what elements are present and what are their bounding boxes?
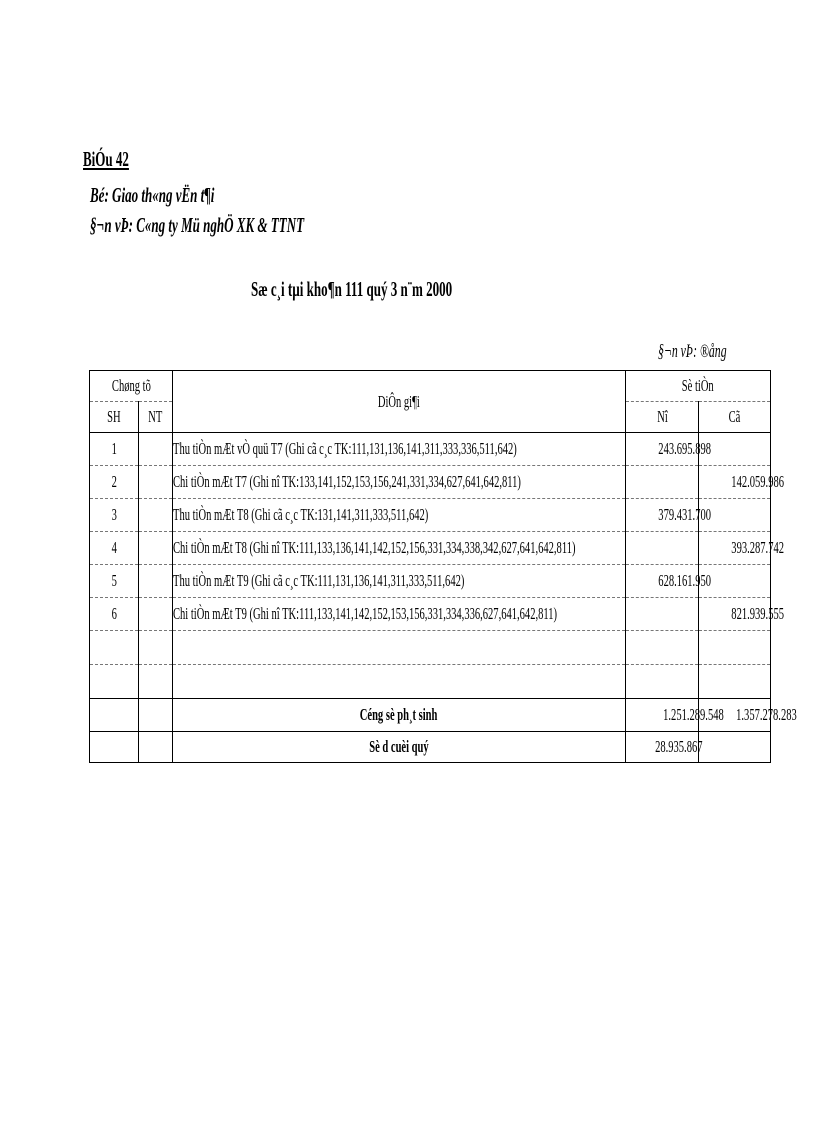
total-debit: 1.251.289.548 xyxy=(663,705,724,724)
voucher-header: Chøng tõ xyxy=(90,371,173,402)
row-sh: 3 xyxy=(111,505,117,524)
amount-header: Sè tiÒn xyxy=(626,371,771,402)
credit-header: Cã xyxy=(699,402,771,433)
table-row xyxy=(90,466,771,499)
row-sh: 6 xyxy=(111,604,117,623)
row-sh: 1 xyxy=(111,439,117,458)
row-credit: 393.287.742 xyxy=(731,538,784,557)
row-description: Chi tiÒn mÆt T8 (Ghi nî TK:111,133,136,141,142,152,156,331,334,338,342,627,641,642,811) xyxy=(173,538,576,557)
row-debit: 379.431.700 xyxy=(658,505,711,524)
blank-row xyxy=(90,631,771,665)
sh-header: SH xyxy=(90,402,139,433)
row-credit: 142.059.986 xyxy=(731,472,784,491)
closing-label: Sè d cuèi quý xyxy=(369,737,429,756)
total-credit: 1.357.278.283 xyxy=(736,705,797,724)
closing-row xyxy=(90,732,771,763)
table-row xyxy=(90,598,771,631)
nt-header: NT xyxy=(139,402,173,433)
ledger-table xyxy=(89,370,797,763)
row-debit: 628.161.950 xyxy=(658,571,711,590)
table-row xyxy=(90,499,771,532)
header-row xyxy=(90,371,771,402)
table-row xyxy=(90,565,771,598)
row-sh: 2 xyxy=(111,472,117,491)
form-label: BiÓu 42 xyxy=(83,147,129,171)
row-debit: 243.695.898 xyxy=(658,439,711,458)
row-description: Chi tiÒn mÆt T9 (Ghi nî TK:111,133,141,142,152,153,156,331,334,336,627,641,642,811) xyxy=(173,604,558,623)
row-sh: 4 xyxy=(111,538,117,557)
row-description: Thu tiÒn mÆt T8 (Ghi cã c¸c TK:131,141,311,333,511,642) xyxy=(173,505,429,524)
debit-header: Nî xyxy=(626,402,699,433)
table-row xyxy=(90,532,771,565)
description-header: DiÔn gi¶i xyxy=(173,371,626,433)
unit-line: §¬n vÞ: C«ng ty Mü nghÖ XK & TTNT xyxy=(90,213,305,237)
blank-row xyxy=(90,665,771,699)
ministry-line: Bé: Giao th«ng vËn t¶i xyxy=(90,183,215,207)
row-credit: 821.939.555 xyxy=(731,604,784,623)
row-description: Chi tiÒn mÆt T7 (Ghi nî TK:133,141,152,153,156,241,331,334,627,641,642,811) xyxy=(173,472,521,491)
table-row xyxy=(90,433,771,466)
total-row xyxy=(90,699,771,732)
closing-debit: 28.935.867 xyxy=(655,737,703,756)
row-description: Thu tiÒn mÆt T9 (Ghi cã c¸c TK:111,131,136,141,311,333,511,642) xyxy=(173,571,465,590)
currency-unit: §¬n vÞ: ®ång xyxy=(658,341,727,362)
total-label: Céng sè ph¸t sinh xyxy=(360,705,438,724)
document-title: Sæ c¸i tµi kho¶n 111 quý 3 n¨m 2000 xyxy=(251,277,453,301)
row-description: Thu tiÒn mÆt vÒ quü T7 (Ghi cã c¸c TK:111,131,136,141,311,333,336,511,642) xyxy=(173,439,517,458)
row-sh: 5 xyxy=(111,571,117,590)
